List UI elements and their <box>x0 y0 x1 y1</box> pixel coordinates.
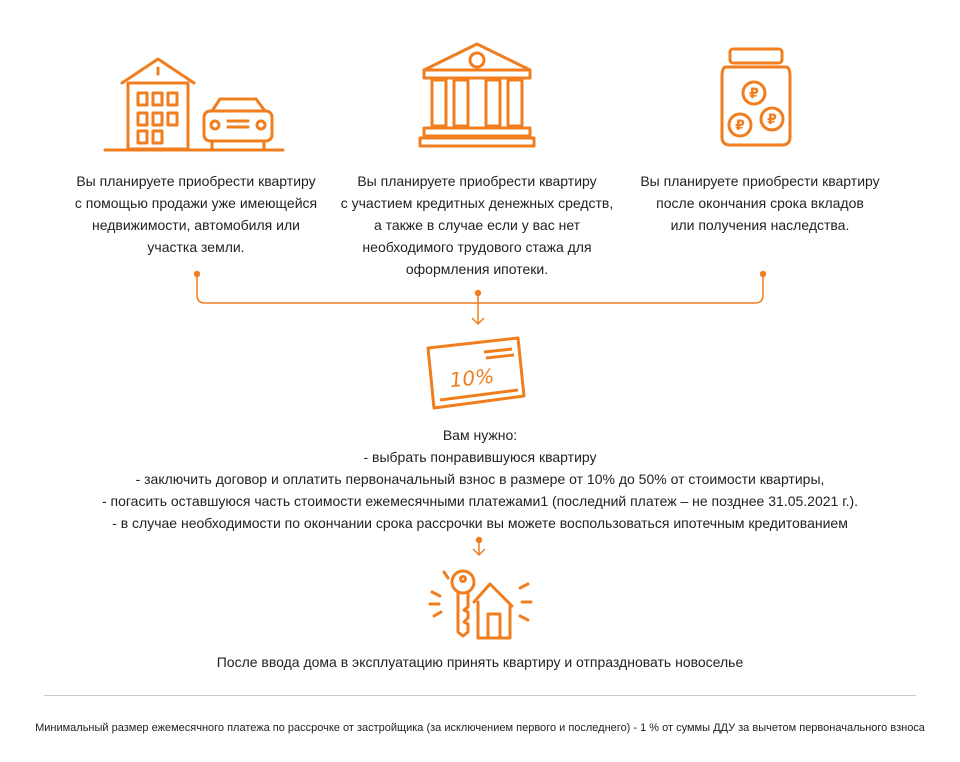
option-deposit-text: Вы планируете приобрести квартиру после окончания срока вкладов или получения наследства. <box>640 173 880 233</box>
ticket-10-percent-icon <box>422 334 530 414</box>
svg-text:₽: ₽ <box>767 112 777 128</box>
step-item: - в случае необходимости по окончании срока рассрочки вы можете воспользоваться ипотечным кредитованием <box>112 515 848 531</box>
footnote: Минимальный размер ежемесячного платежа по рассрочке от застройщика (за исключением первого и последнего) - 1 % от суммы ДДУ за вычетом первоначального взноса <box>35 722 925 734</box>
step-item: - погасить оставшуюся часть стоимости ежемесячными платежами1 (последний платеж – не позднее 31.05.2021 г.). <box>101 493 859 509</box>
key-house-icon <box>426 562 536 644</box>
step-item: - заключить договор и оплатить первоначальный взнос в размере от 10% до 50% от стоимости квартиры, <box>135 471 825 487</box>
step-item: - выбрать понравившуюся квартиру <box>363 449 597 465</box>
ticket-label: 10% <box>448 363 496 393</box>
svg-text:₽: ₽ <box>749 86 759 102</box>
steps-title: Вам нужно: <box>442 427 518 443</box>
divider <box>44 695 916 696</box>
svg-text:₽: ₽ <box>735 118 745 134</box>
final-step-text: После ввода дома в эксплуатацию принять квартиру и отпраздновать новоселье <box>216 654 744 670</box>
option-credit-text: Вы планируете приобрести квартиру с участием кредитных денежных средств, а также в случае если у вас нет необходимого трудового стажа для оформления ипотеки. <box>340 173 614 277</box>
option-sale-text: Вы планируете приобрести квартиру с помощью продажи уже имеющейся недвижимости, автомобиля или участка земли. <box>74 173 318 255</box>
steps-block <box>40 424 920 534</box>
